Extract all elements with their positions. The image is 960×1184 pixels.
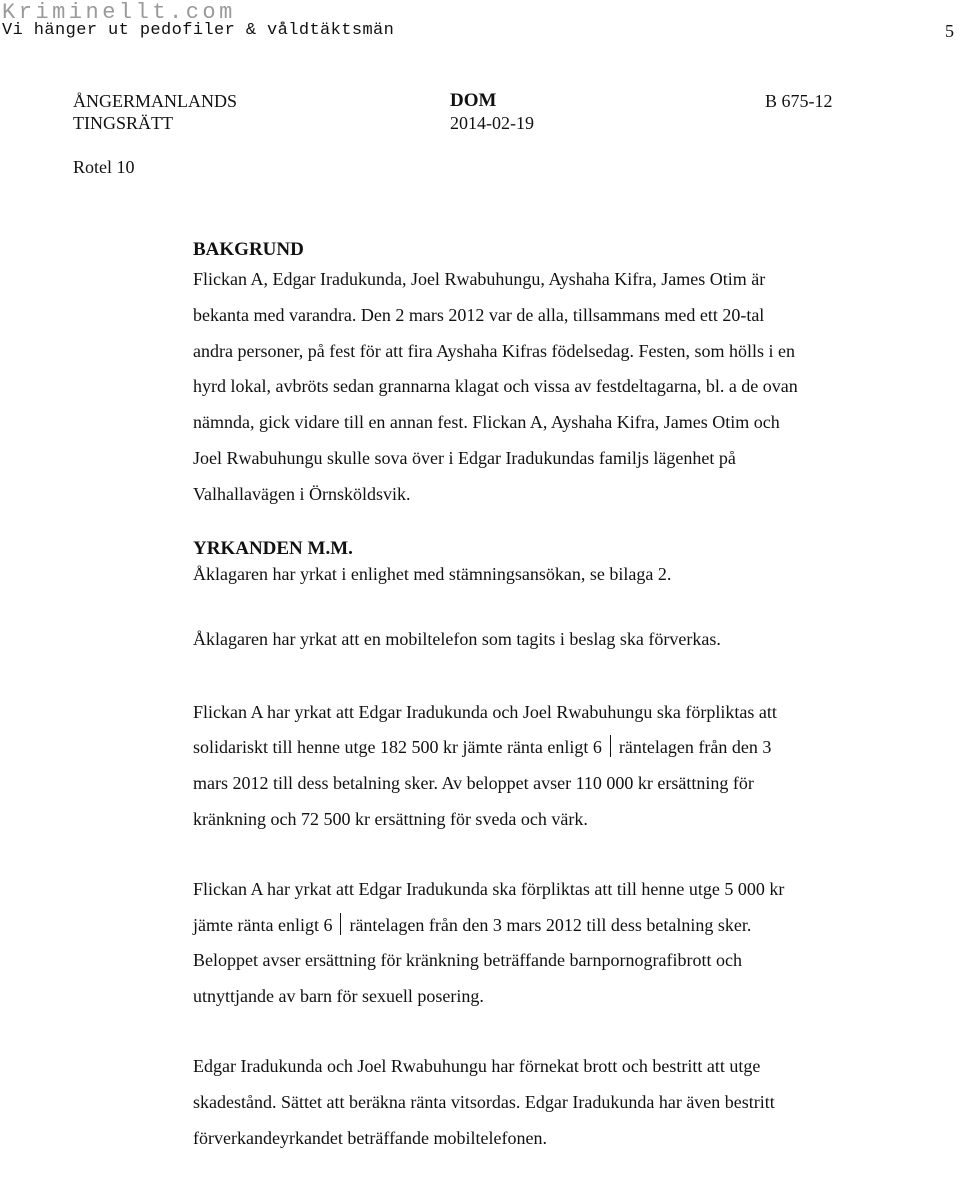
paragraph-line-part: räntelagen från den 3 mars 2012 till dess betalning sker. <box>349 914 752 935</box>
paragraph-line: mars 2012 till dess betalning sker. Av beloppet avser 110 000 kr ersättning för <box>193 773 754 794</box>
paragraph-line-part: solidariskt till henne utge 182 500 kr jämte ränta enligt 6 <box>193 737 602 758</box>
paragraph-line: kränkning och 72 500 kr ersättning för sveda och värk. <box>193 808 588 829</box>
section-yrkanden <box>193 537 933 1157</box>
section-sign-mark <box>340 913 341 935</box>
division: Rotel 10 <box>73 157 135 177</box>
yrkanden-paragraph-1: Åklagaren har yrkat i enlighet med stämningsansökan, se bilaga 2. <box>193 563 672 584</box>
bakgrund-line: Joel Rwabuhungu skulle sova över i Edgar Iradukundas familjs lägenhet på <box>193 447 736 468</box>
yrkanden-paragraph-5 <box>193 1049 933 1156</box>
site-subtitle: Vi hänger ut pedofiler & våldtäktsmän <box>2 21 395 40</box>
paragraph-line: Flickan A har yrkat att Edgar Iradukunda och Joel Rwabuhungu ska förpliktas att <box>193 701 777 722</box>
paragraph-line: skadestånd. Sättet att beräkna ränta vitsordas. Edgar Iradukunda har även bestritt <box>193 1091 775 1112</box>
paragraph-line <box>193 730 933 766</box>
court-name-line2: TINGSRÄTT <box>73 113 173 133</box>
case-number: B 675-12 <box>765 91 833 111</box>
paragraph-line: Beloppet avser ersättning för kränkning beträffande barnpornografibrott och <box>193 950 742 971</box>
page-number: 5 <box>945 21 954 41</box>
paragraph-line: Flickan A har yrkat att Edgar Iradukunda ska förpliktas att till henne utge 5 000 kr <box>193 878 785 899</box>
section-bakgrund <box>193 238 933 513</box>
document-date: 2014-02-19 <box>450 113 534 133</box>
site-name: Kriminellt.com <box>2 0 236 25</box>
paragraph-line: förverkandeyrkandet beträffande mobiltelefonen. <box>193 1127 548 1148</box>
heading-yrkanden: YRKANDEN M.M. <box>193 537 353 559</box>
paragraph-line-part: räntelagen från den 3 <box>618 737 772 758</box>
section-sign-mark <box>610 735 611 757</box>
paragraph-line-part: jämte ränta enligt 6 <box>193 914 333 935</box>
yrkanden-paragraph-4 <box>193 872 933 1015</box>
bakgrund-line: bekanta med varandra. Den 2 mars 2012 var de alla, tillsammans med ett 20-tal <box>193 304 765 325</box>
yrkanden-paragraph-3 <box>193 695 933 838</box>
bakgrund-line: Flickan A, Edgar Iradukunda, Joel Rwabuhungu, Ayshaha Kifra, James Otim är <box>193 269 766 289</box>
bakgrund-line: andra personer, på fest för att fira Ayshaha Kifras födelsedag. Festen, som hölls i en <box>193 340 795 361</box>
bakgrund-line: nämnda, gick vidare till en annan fest. Flickan A, Ayshaha Kifra, James Otim och <box>193 412 780 433</box>
yrkanden-paragraph-2: Åklagaren har yrkat att en mobiltelefon som tagits i beslag ska förverkas. <box>193 628 721 649</box>
document-type: DOM <box>450 90 497 111</box>
paragraph-line <box>193 908 933 944</box>
bakgrund-line: hyrd lokal, avbröts sedan grannarna klagat och vissa av festdeltagarna, bl. a de ovan <box>193 376 798 397</box>
paragraph-line: Edgar Iradukunda och Joel Rwabuhungu har förnekat brott och bestritt att utge <box>193 1055 761 1076</box>
paragraph-line: utnyttjande av barn för sexuell posering. <box>193 986 484 1007</box>
heading-bakgrund: BAKGRUND <box>193 239 304 260</box>
court-name-line1: ÅNGERMANLANDS <box>73 91 238 111</box>
court-name <box>73 90 237 134</box>
document-body <box>193 238 933 1156</box>
document-type-block <box>450 90 534 134</box>
bakgrund-line: Valhallavägen i Örnsköldsvik. <box>193 483 411 504</box>
